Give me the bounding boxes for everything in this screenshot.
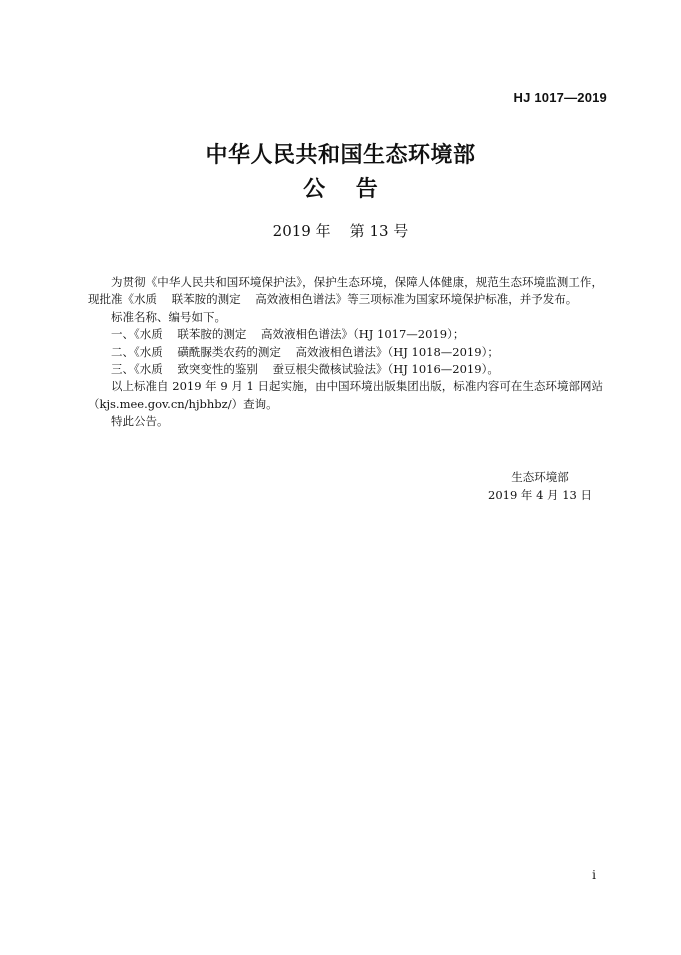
body-paragraph-intro: 为贯彻《中华人民共和国环境保护法》，保护生态环境，保障人体健康，规范生态环境监测工作，现批准《水质 联苯胺的测定 高效液相色谱法》等三项标准为国家环境保护标准，并予发布。 <box>88 275 603 307</box>
announcement-body <box>88 274 603 431</box>
standard-code: HJ 1017—2019 <box>513 90 607 105</box>
body-paragraph-implementation: 以上标准自 2019 年 9 月 1 日起实施，由中国环境出版集团出版，标准内容可在生态环境部网站（kjs.mee.gov.cn/hjbhbz/）查询。 <box>88 379 603 411</box>
body-paragraph-standard-3: 三、《水质 致突变性的鉴别 蚕豆根尖微核试验法》（HJ 1016—2019）。 <box>111 362 499 377</box>
body-paragraph-standard-2: 二、《水质 磺酰脲类农药的测定 高效液相色谱法》（HJ 1018—2019）； <box>111 344 499 359</box>
signature-date: 2019 年 4 月 13 日 <box>488 488 592 502</box>
body-paragraph-list-heading: 标准名称、编号如下。 <box>111 309 226 324</box>
body-paragraph-closing: 特此公告。 <box>111 414 169 429</box>
announcement-number: 2019 年 第 13 号 <box>272 222 409 240</box>
body-paragraph-standard-1: 一、《水质 联苯胺的测定 高效液相色谱法》（HJ 1017—2019）； <box>111 327 465 342</box>
issuer-title: 中华人民共和国生态环境部 <box>205 143 476 168</box>
signature-organization: 生态环境部 <box>511 470 569 484</box>
page-number: i <box>592 868 596 882</box>
announcement-heading: 公 告 <box>303 177 378 202</box>
